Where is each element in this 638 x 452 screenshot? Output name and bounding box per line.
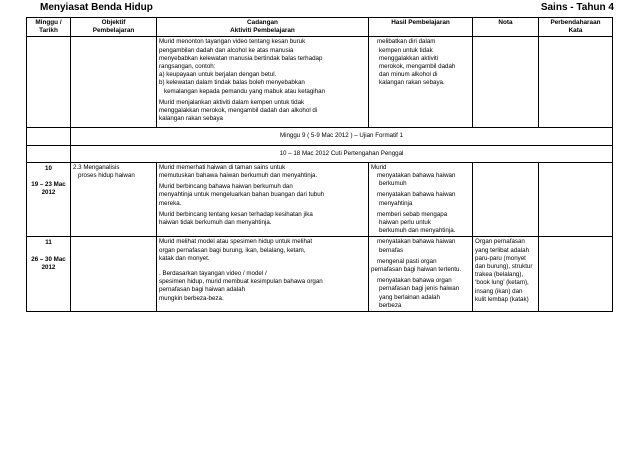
- note-row: [27, 128, 613, 145]
- week-cell: 11 26 – 30 Mac 2012: [27, 237, 71, 312]
- col-cadangan: Cadangan Aktiviti Pembelajaran: [157, 18, 369, 37]
- col-hasil: Hasil Pembelajaran: [369, 18, 473, 37]
- table-header-row: [27, 18, 613, 37]
- objektif-cell: 2.3 Menganalisis proses hidup haiwan: [71, 162, 157, 237]
- subject-label: Sains - Tahun 4: [540, 2, 614, 13]
- col-minggu-tarikh: Minggu / Tarikh: [27, 18, 71, 37]
- nota-cell: Organ pernafasan yang terlibat adalah paru-paru (monyet dan burung), struktur trakea (belalang), ‘book lung’ (ketam), insang (ikan) dan kulit lembap (katak): [473, 237, 539, 312]
- lesson-plan-table: [26, 17, 613, 312]
- table-row: [27, 37, 613, 128]
- col-objektif: Objektif Pembelajaran: [71, 18, 157, 37]
- aktiviti-cell: Murid melihat model atau spesimen hidup untuk melihat organ pernafasan bagi burung, ikan, belalang, ketam, katak dan monyet. . Berdasarkan tayangan video / model / spesimen hidup, murid membuat kesimpulan bahawa organ pernafasan bagi haiwan adalah mungkin berbeza-beza.: [157, 237, 369, 312]
- cuti-note: 10 – 18 Mac 2012 Cuti Pertengahan Penggal: [71, 145, 613, 162]
- week-cell: 10 19 – 23 Mac 2012: [27, 162, 71, 237]
- table-row: [27, 162, 613, 237]
- page-title: Menyiasat Benda Hidup: [40, 2, 153, 13]
- aktiviti-cell: Murid menonton tayangan video tentang kesan buruk pengambilan dadah dan alcohol ke atas manusia menyebabkan kelewatan manusia bertindak balas terhadap rangsangan, contoh: a) keupayaan untuk berjalan dengan betul. b) kelewatan dalam tindak balas boleh menyebabkan kemalangan kepada pemandu yang mabuk atau ketagihan Murid menjalankan aktiviti dalam kempen untuk tidak menggalakkan merokok, mengambil dadah dan alkohol di kalangan rakan sebaya: [157, 37, 369, 128]
- table-row: [27, 237, 613, 312]
- hasil-cell: menyatakan bahawa haiwan bernafas mengenal pasti organ pernafasan bagi haiwan tertentu. menyatakan bahawa organ pernafasan bagi jenis haiwan yang berlainan adalah berbeza: [369, 237, 473, 312]
- col-perbendaharaan: Perbendaharaan Kata: [539, 18, 613, 37]
- ujian-note: Minggu 9 ( 5-9 Mac 2012 ) – Ujian Formatif 1: [71, 128, 613, 145]
- hasil-cell: Murid menyatakan bahawa haiwan berkumuh menyatakan bahawa haiwan menyahtinja memberi sebab mengapa haiwan perlu untuk berkumuh dan menyahtinja.: [369, 162, 473, 237]
- hasil-cell: melibatkan diri dalam kempen untuk tidak menggalakkan aktiviti merokok, mengambil dadah dan minum alkohol di kalangan rakan sebaya.: [369, 37, 473, 128]
- aktiviti-cell: Murid memerhati haiwan di taman sains untuk memutuskan bahawa haiwan berkumuh dan menyahtinja. Murid berbincang bahawa haiwan berkumuh dan menyahtinja untuk mengeluarkan bahan buangan dari tubuh mereka. Murid berbincang tentang kesan terhadap kesihatan jika haiwan tidak berkumuh dan menyahtinja.: [157, 162, 369, 237]
- note-row: [27, 145, 613, 162]
- col-nota: Nota: [473, 18, 539, 37]
